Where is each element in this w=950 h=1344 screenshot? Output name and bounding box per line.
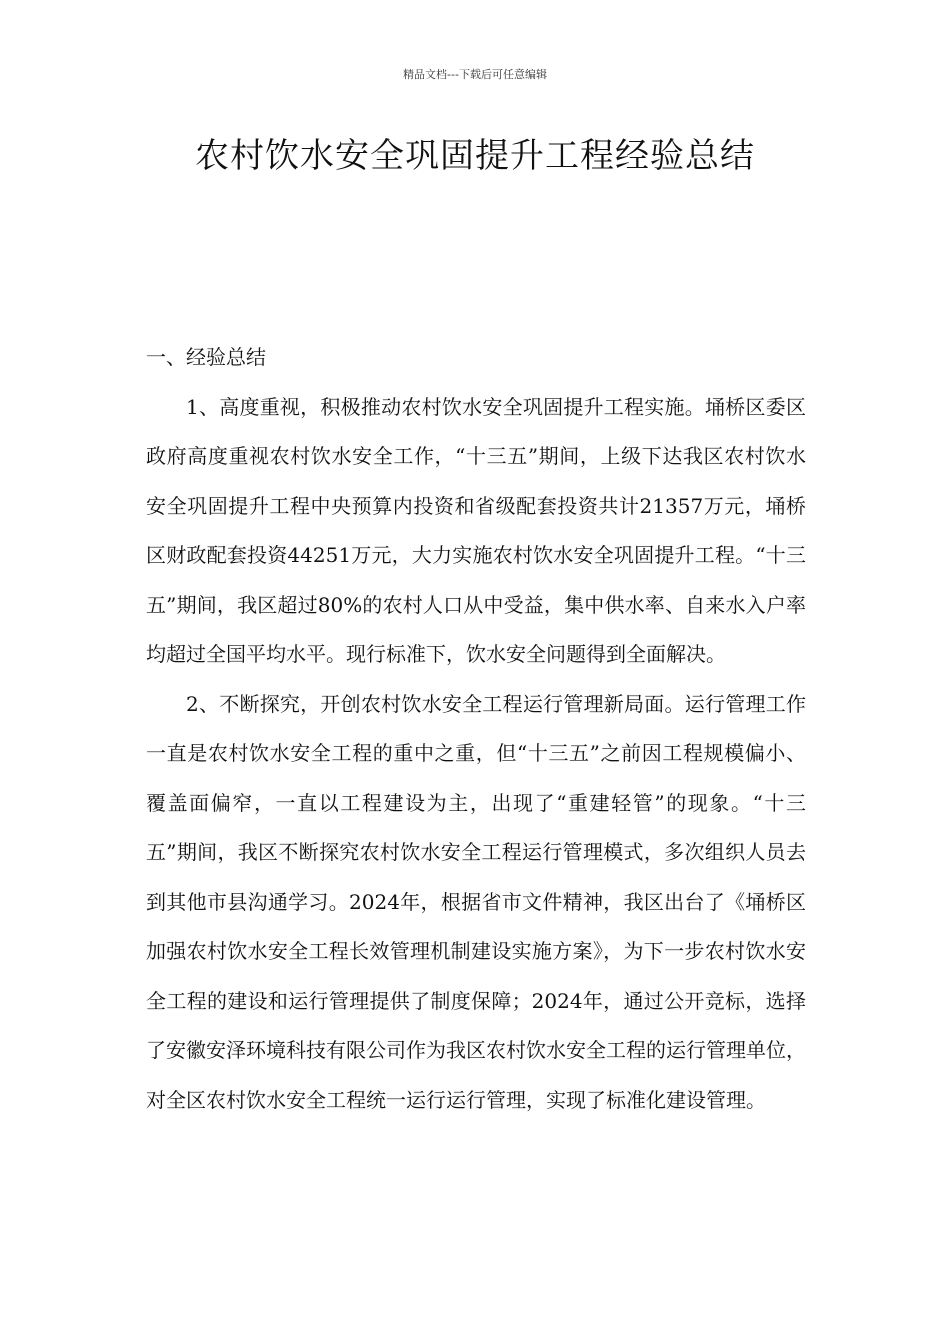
header-note: 精品文档---下载后可任意编辑	[403, 68, 547, 81]
paragraph-2: 2、不断探究，开创农村饮水安全工程运行管理新局面。运行管理工作一直是农村饮水安全工程的重中之重，但“十三五”之前因工程规模偏小、覆盖面偏窄，一直以工程建设为主，出现了“重建轻管”的现象。“十三五”期间，我区不断探究农村饮水安全工程运行管理模式，多次组织人员去到其他市县沟通学习。2024年，根据省市文件精神，我区出台了《埇桥区加强农村饮水安全工程长效管理机制建设实施方案》，为下一步农村饮水安全工程的建设和运行管理提供了制度保障；2024年，通过公开竞标，选择了安徽安泽环境科技有限公司作为我区农村饮水安全工程的运行管理单位，对全区农村饮水安全工程统一运行运行管理，实现了标准化建设管理。	[146, 691, 806, 1112]
document-body	[146, 333, 806, 1125]
document-title: 农村饮水安全巩固提升工程经验总结	[195, 136, 755, 176]
paragraph-1: 1、高度重视，积极推动农村饮水安全巩固提升工程实施。埇桥区委区政府高度重视农村饮水安全工作，“十三五”期间，上级下达我区农村饮水安全巩固提升工程中央预算内投资和省级配套投资共计21357万元，埇桥区财政配套投资44251万元，大力实施农村饮水安全巩固提升工程。“十三五”期间，我区超过80%的农村人口从中受益，集中供水率、自来水入户率均超过全国平均水平。现行标准下，饮水安全问题得到全面解决。	[146, 394, 806, 666]
section-heading: 一、经验总结	[146, 345, 266, 369]
